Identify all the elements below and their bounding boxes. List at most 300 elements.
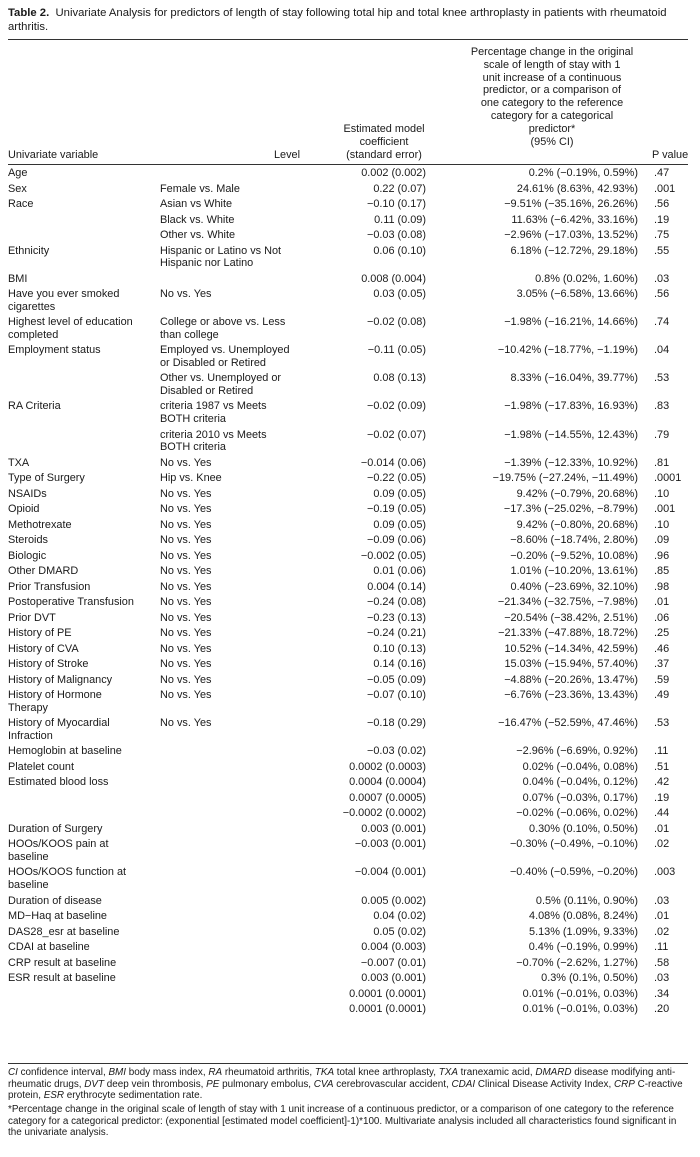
table-row (8, 823, 688, 839)
header-pct-line: category for a categorical (490, 109, 614, 122)
cell-percent-change: −21.34% (−32.75%, −7.98%) (497, 596, 638, 609)
cell-pvalue: .03 (654, 972, 670, 985)
table-row (8, 1003, 688, 1019)
cell-coefficient: 0.04 (0.02) (373, 910, 426, 923)
cell-coefficient: −0.03 (0.08) (366, 229, 426, 241)
cell-variable (8, 823, 154, 836)
cell-percent-change: 0.02% (−0.04%, 0.08%) (522, 760, 638, 773)
cell-percent-change: 0.3% (0.1%, 0.50%) (541, 972, 638, 985)
cell-pvalue: .01 (654, 910, 670, 923)
abbreviation-definition: rheumatoid arthritis, (222, 1067, 315, 1078)
abbreviation-term: TXA (438, 1067, 458, 1078)
table-row (8, 988, 688, 1004)
cell-variable-line: Steroids (8, 534, 48, 547)
cell-coefficient: −0.02 (0.09) (366, 400, 426, 413)
cell-variable-line: DAS28_esr at baseline (8, 925, 120, 938)
table-row (8, 472, 688, 488)
cell-pvalue: .10 (654, 487, 670, 500)
table-row (8, 550, 688, 566)
footnote-star: *Percentage change in the original scale of length of stay with 1 unit increase of a continuous predictor, or a comparison of one category to the reference category for a categorical predictor: (exponential [estimated model coefficient]-1)*100. Multivariate analysis included all characteristics found significant in the univariate analysis. (8, 1104, 677, 1139)
cell-level (160, 472, 308, 485)
cell-pvalue: .02 (654, 838, 670, 851)
cell-percent-change: 5.13% (1.09%, 9.33%) (529, 925, 638, 938)
cell-percent-change: 0.30% (0.10%, 0.50%) (529, 822, 638, 835)
cell-percent-change: −1.98% (−16.21%, 14.66%) (504, 316, 638, 329)
cell-percent-change: 0.01% (−0.01%, 0.03%) (522, 987, 638, 1000)
cell-pvalue: .55 (654, 244, 670, 257)
cell-coefficient: 0.09 (0.05) (373, 518, 426, 531)
cell-percent-change: 0.5% (0.11%, 0.90%) (535, 894, 638, 907)
cell-level-line: No vs. Yes (160, 503, 212, 516)
cell-variable (8, 776, 154, 789)
table-row (8, 503, 688, 519)
cell-pvalue: .001 (654, 182, 676, 195)
cell-variable (8, 761, 154, 774)
cell-percent-change: −19.75% (−27.24%, −11.49%) (492, 472, 638, 485)
table-row (8, 372, 688, 400)
header-pct-line: unit increase of a continuous (482, 71, 622, 84)
cell-pvalue: .46 (654, 642, 670, 655)
cell-variable (8, 534, 154, 547)
cell-pvalue: .20 (654, 1003, 670, 1016)
cell-level (160, 565, 308, 578)
cell-coefficient: −0.05 (0.09) (366, 673, 426, 686)
cell-coefficient: 0.003 (0.001) (361, 822, 426, 835)
cell-variable (8, 910, 154, 923)
cell-percent-change: 9.42% (−0.79%, 20.68%) (516, 487, 638, 500)
cell-pvalue: .25 (654, 627, 670, 640)
cell-coefficient: −0.23 (0.13) (366, 611, 426, 624)
cell-variable (8, 167, 154, 180)
cell-coefficient: 0.0004 (0.0004) (349, 776, 426, 789)
cell-variable (8, 926, 154, 939)
cell-pvalue: .56 (654, 288, 670, 301)
table-row (8, 273, 688, 289)
cell-coefficient: −0.02 (0.08) (366, 316, 426, 329)
cell-coefficient: 0.0001 (0.0001) (349, 987, 426, 1000)
cell-level (160, 674, 308, 687)
cell-percent-change: 11.63% (−6.42%, 33.16%) (511, 213, 638, 226)
table-row (8, 596, 688, 612)
table-row (8, 565, 688, 581)
cell-coefficient: −0.22 (0.05) (366, 472, 426, 485)
cell-variable (8, 503, 154, 516)
cell-level-line: No vs. Yes (160, 456, 212, 469)
header-variable: Univariate variable (8, 149, 99, 161)
cell-coefficient: −0.003 (0.001) (354, 838, 426, 851)
cell-coefficient: 0.004 (0.003) (361, 941, 426, 954)
cell-percent-change: −9.51% (−35.16%, 26.26%) (504, 198, 638, 210)
table-row (8, 643, 688, 659)
cell-percent-change: −0.30% (−0.49%, −0.10%) (509, 838, 638, 851)
cell-variable-line: Type of Surgery (8, 472, 85, 485)
cell-pvalue: .003 (654, 866, 676, 879)
cell-variable-line: HOOs/KOOS pain at (8, 838, 109, 851)
cell-percent-change: 0.4% (−0.19%, 0.99%) (528, 941, 638, 954)
cell-percent-change: −0.40% (−0.59%, −0.20%) (509, 866, 638, 879)
bottom-rule (8, 1063, 688, 1064)
cell-variable (8, 643, 154, 656)
table-row (8, 627, 688, 643)
cell-variable-line: baseline (8, 850, 49, 863)
cell-variable (8, 895, 154, 908)
table-row (8, 245, 688, 273)
table-row (8, 429, 688, 457)
cell-percent-change: −2.96% (−6.69%, 0.92%) (516, 745, 638, 758)
cell-percent-change: −17.3% (−25.02%, −8.79%) (503, 503, 638, 516)
cell-variable-line: Have you ever smoked (8, 288, 120, 301)
abbreviation-term: CDAI (451, 1078, 476, 1090)
cell-variable-line: Methotrexate (8, 518, 72, 531)
cell-level (160, 534, 308, 547)
cell-percent-change: −1.39% (−12.33%, 10.92%) (504, 456, 638, 469)
cell-pvalue: .001 (654, 503, 676, 516)
cell-variable (8, 344, 154, 357)
table-row (8, 581, 688, 597)
cell-coefficient: −0.007 (0.01) (360, 956, 426, 969)
abbreviation-definition: pulmonary embolus, (219, 1078, 314, 1090)
cell-pvalue: .0001 (654, 472, 682, 485)
table-row (8, 229, 688, 245)
table-row (8, 288, 688, 316)
table-row (8, 198, 688, 214)
cell-variable (8, 612, 154, 625)
table-row (8, 457, 688, 473)
abbreviation-definition: Clinical Disease Activity Index, (475, 1078, 614, 1090)
cell-level (160, 288, 308, 301)
cell-level-line: Hispanic nor Latino (160, 257, 254, 270)
cell-variable-line: History of Malignancy (8, 673, 113, 686)
cell-pvalue: .34 (654, 987, 670, 1000)
cell-variable-line: Sex (8, 182, 27, 195)
cell-pvalue: .42 (654, 776, 670, 789)
cell-coefficient: 0.008 (0.004) (361, 272, 426, 285)
abbreviation-term: RA (208, 1067, 223, 1078)
cell-variable-line: History of Hormone (8, 689, 102, 702)
cell-coefficient: −0.24 (0.21) (366, 627, 426, 640)
cell-coefficient: 0.004 (0.14) (367, 580, 426, 593)
cell-variable-line: Highest level of education (8, 316, 133, 329)
cell-coefficient: 0.11 (0.09) (374, 213, 426, 226)
cell-variable-line: Prior DVT (8, 611, 56, 624)
cell-level-line: Asian vs White (160, 198, 233, 210)
cell-pvalue: .19 (654, 791, 670, 804)
header-pct-line: predictor* (528, 122, 576, 135)
cell-percent-change: 24.61% (8.63%, 42.93%) (516, 182, 638, 195)
cell-coefficient: 0.22 (0.07) (373, 182, 426, 195)
table-row (8, 866, 688, 894)
cell-variable-line: Therapy (8, 701, 48, 714)
cell-coefficient: −0.19 (0.05) (366, 503, 426, 516)
header-pct (452, 46, 652, 148)
cell-coefficient: −0.03 (0.02) (366, 745, 426, 758)
cell-variable-line: HOOs/KOOS function at (8, 866, 127, 879)
cell-pvalue: .03 (654, 894, 670, 907)
cell-level (160, 400, 308, 425)
cell-pvalue: .79 (654, 428, 670, 441)
cell-coefficient: −0.18 (0.29) (366, 717, 426, 730)
cell-variable-line: History of Myocardial (8, 717, 110, 730)
cell-level-line: No vs. Yes (160, 673, 212, 686)
cell-level (160, 627, 308, 640)
cell-level (160, 429, 308, 454)
cell-pvalue: .59 (654, 673, 670, 686)
header-pct-line: Percentage change in the original (470, 46, 634, 58)
cell-variable (8, 689, 154, 714)
table-row (8, 488, 688, 504)
cell-pvalue: .11 (654, 941, 669, 954)
cell-coefficient: 0.002 (0.002) (361, 167, 426, 179)
cell-coefficient: 0.08 (0.13) (373, 372, 426, 385)
cell-variable (8, 565, 154, 578)
header-coef-line: (standard error) (346, 148, 422, 161)
header-level: Level (273, 149, 300, 161)
cell-percent-change: 0.07% (−0.03%, 0.17%) (522, 791, 638, 804)
cell-percent-change: 1.01% (−10.20%, 13.61%) (510, 565, 638, 578)
cell-level (160, 488, 308, 501)
cell-percent-change: −6.76% (−23.36%, 13.43%) (504, 689, 638, 702)
cell-level (160, 519, 308, 532)
cell-coefficient: −0.0002 (0.0002) (342, 807, 426, 820)
cell-level (160, 581, 308, 594)
cell-level-line: No vs. Yes (160, 487, 212, 500)
table-row (8, 895, 688, 911)
cell-coefficient: 0.09 (0.05) (373, 487, 426, 500)
cell-variable-line: Employment status (8, 344, 101, 357)
table-body (8, 167, 688, 1019)
cell-variable (8, 550, 154, 563)
cell-coefficient: −0.004 (0.001) (354, 866, 426, 879)
header-coef-line: coefficient (359, 135, 409, 148)
cell-level-line: No vs. Yes (160, 580, 212, 593)
cell-variable-line: Biologic (8, 549, 47, 562)
cell-percent-change: 15.03% (−15.94%, 57.40%) (504, 658, 638, 671)
cell-variable-line: Opioid (8, 503, 40, 516)
table-row (8, 344, 688, 372)
cell-variable (8, 288, 154, 313)
table-row (8, 761, 688, 777)
cell-percent-change: 9.42% (−0.80%, 20.68%) (516, 518, 638, 531)
cell-variable-line: History of Stroke (8, 658, 89, 671)
cell-pvalue: .56 (654, 198, 670, 210)
table-row (8, 926, 688, 942)
cell-level-line: No vs. Yes (160, 534, 212, 547)
cell-pvalue: .10 (654, 518, 670, 531)
cell-variable (8, 519, 154, 532)
cell-pvalue: .06 (654, 611, 670, 624)
table-row (8, 400, 688, 428)
cell-level (160, 658, 308, 671)
caption-text: Univariate Analysis for predictors of length of stay following total hip and total knee arthroplasty in patients with rheumatoid arthritis. (8, 7, 667, 33)
table-row (8, 957, 688, 973)
table-row (8, 167, 688, 183)
cell-percent-change: −4.88% (−20.26%, 13.47%) (504, 673, 638, 686)
cell-percent-change: 0.40% (−23.69%, 32.10%) (510, 580, 638, 593)
table-row (8, 941, 688, 957)
header-pvalue: P value (652, 149, 689, 161)
table-row (8, 972, 688, 988)
cell-variable-line: Duration of Surgery (8, 822, 103, 835)
cell-level-line: Black vs. White (160, 213, 235, 226)
cell-level-line: No vs. Yes (160, 658, 212, 671)
cell-percent-change: −1.98% (−14.55%, 12.43%) (504, 428, 638, 441)
table-row (8, 316, 688, 344)
abbreviation-definition: tranexamic acid, (457, 1067, 536, 1078)
cell-level-line: than college (160, 328, 219, 341)
cell-coefficient: 0.14 (0.16) (373, 658, 426, 671)
cell-level (160, 596, 308, 609)
cell-variable (8, 866, 154, 891)
cell-level-line: No vs. Yes (160, 611, 212, 624)
cell-level-line: Disabled or Retired (160, 384, 254, 397)
table-row (8, 792, 688, 808)
cell-variable-line: Age (8, 167, 28, 179)
cell-pvalue: .01 (654, 596, 670, 609)
cell-percent-change: −2.96% (−17.03%, 13.52%) (504, 229, 638, 241)
cell-variable (8, 316, 154, 341)
cell-level-line: Female vs. Male (160, 182, 240, 195)
cell-percent-change: −10.42% (−18.77%, −1.19%) (497, 344, 638, 357)
cell-variable (8, 658, 154, 671)
abbreviation-term: ESR (43, 1090, 64, 1102)
table-caption (8, 6, 688, 34)
cell-level-line: Employed vs. Unemployed (160, 344, 290, 357)
table-row (8, 183, 688, 199)
header-pct-line: (95% CI) (530, 135, 574, 148)
table-row (8, 689, 688, 717)
cell-pvalue: .83 (654, 400, 670, 413)
abbreviation-term: CRP (613, 1078, 635, 1090)
cell-variable (8, 457, 154, 470)
cell-variable (8, 941, 154, 954)
cell-coefficient: 0.10 (0.13) (373, 642, 426, 655)
cell-coefficient: 0.06 (0.10) (373, 244, 426, 257)
cell-variable-line: CRP result at baseline (8, 956, 117, 969)
table-row (8, 717, 688, 745)
cell-level (160, 183, 308, 196)
cell-pvalue: .53 (654, 717, 670, 730)
cell-pvalue: .37 (654, 658, 670, 671)
cell-variable (8, 400, 154, 413)
cell-level-line: No vs. Yes (160, 717, 212, 730)
header-coef-line: Estimated model (343, 123, 425, 135)
cell-pvalue: .49 (654, 689, 670, 702)
cell-level (160, 612, 308, 625)
cell-level (160, 503, 308, 516)
cell-coefficient: −0.10 (0.17) (366, 198, 426, 210)
cell-variable (8, 488, 154, 501)
cell-variable-line: BMI (8, 272, 28, 285)
cell-variable-line: cigarettes (8, 300, 56, 313)
cell-coefficient: −0.11 (0.05) (367, 344, 426, 357)
cell-variable-line: Other DMARD (8, 565, 79, 578)
cell-variable (8, 198, 154, 211)
cell-level-line: No vs. Yes (160, 627, 212, 640)
cell-variable-line: RA Criteria (8, 400, 61, 413)
header-pct-line: scale of length of stay with 1 (483, 58, 621, 71)
cell-level (160, 229, 308, 242)
cell-variable-line: NSAIDs (8, 487, 47, 500)
table-row (8, 612, 688, 628)
abbreviation-definition: body mass index, (126, 1067, 209, 1078)
cell-level-line: BOTH criteria (160, 441, 226, 454)
cell-level (160, 550, 308, 563)
table-row (8, 534, 688, 550)
cell-variable-line: Estimated blood loss (8, 776, 109, 789)
table-row (8, 214, 688, 230)
cell-percent-change: −8.60% (−18.74%, 2.80%) (510, 534, 638, 547)
cell-pvalue: .47 (654, 167, 670, 179)
cell-coefficient: 0.0002 (0.0003) (349, 760, 426, 773)
cell-percent-change: 6.18% (−12.72%, 29.18%) (510, 244, 638, 257)
cell-pvalue: .58 (654, 956, 670, 969)
cell-percent-change: −20.54% (−38.42%, 2.51%) (504, 611, 638, 624)
cell-pvalue: .44 (654, 807, 670, 820)
cell-level-line: No vs. Yes (160, 565, 212, 578)
cell-coefficient: −0.002 (0.05) (360, 549, 426, 562)
cell-pvalue: .53 (654, 372, 670, 385)
cell-variable (8, 717, 154, 742)
cell-percent-change: −0.70% (−2.62%, 1.27%) (516, 956, 638, 969)
top-rule (8, 39, 688, 40)
footnote-abbreviations (8, 1067, 688, 1102)
cell-variable (8, 596, 154, 609)
cell-variable-line: Hemoglobin at baseline (8, 745, 122, 758)
cell-pvalue: .98 (654, 580, 670, 593)
abbreviation-definition: erythrocyte sedimentation rate. (64, 1090, 203, 1102)
cell-level-line: Hispanic or Latino vs Not (160, 244, 282, 257)
cell-coefficient: 0.03 (0.05) (373, 288, 426, 301)
cell-coefficient: 0.005 (0.002) (361, 894, 426, 907)
abbreviation-term: BMI (108, 1067, 127, 1078)
cell-level-line: Other vs. White (160, 229, 236, 241)
cell-level (160, 198, 308, 211)
cell-percent-change: 0.01% (−0.01%, 0.03%) (522, 1003, 638, 1016)
cell-coefficient: −0.014 (0.06) (360, 456, 426, 469)
header-pct-line: predictor, or a comparison of (482, 84, 621, 97)
cell-coefficient: −0.09 (0.06) (366, 534, 426, 547)
cell-variable (8, 627, 154, 640)
abbreviation-definition: total knee arthroplasty, (334, 1067, 439, 1078)
table-row (8, 838, 688, 866)
cell-percent-change: −1.98% (−17.83%, 16.93%) (504, 400, 638, 413)
table-row (8, 519, 688, 535)
header-rule (8, 164, 688, 165)
cell-variable (8, 745, 154, 758)
cell-level-line: No vs. Yes (160, 596, 212, 609)
cell-variable (8, 581, 154, 594)
cell-variable-line: Ethnicity (8, 244, 50, 257)
cell-percent-change: 3.05% (−6.58%, 13.66%) (516, 288, 638, 301)
cell-variable-line: History of CVA (8, 642, 79, 655)
cell-percent-change: 8.33% (−16.04%, 39.77%) (510, 372, 638, 385)
abbreviation-definition: deep vein thrombosis, (104, 1078, 207, 1090)
table-row (8, 658, 688, 674)
cell-level-line: BOTH criteria (160, 413, 226, 426)
cell-variable-line: Platelet count (8, 760, 74, 773)
cell-pvalue: .51 (654, 760, 670, 773)
cell-variable (8, 972, 154, 985)
cell-percent-change: 4.08% (0.08%, 8.24%) (529, 910, 638, 923)
cell-pvalue: .96 (654, 549, 670, 562)
cell-variable-line: Postoperative Transfusion (8, 596, 134, 609)
cell-level (160, 316, 308, 341)
cell-variable-line: baseline (8, 879, 49, 892)
cell-level (160, 214, 308, 227)
cell-pvalue: .02 (654, 925, 670, 938)
caption-label: Table 2. (8, 7, 50, 19)
cell-level (160, 457, 308, 470)
